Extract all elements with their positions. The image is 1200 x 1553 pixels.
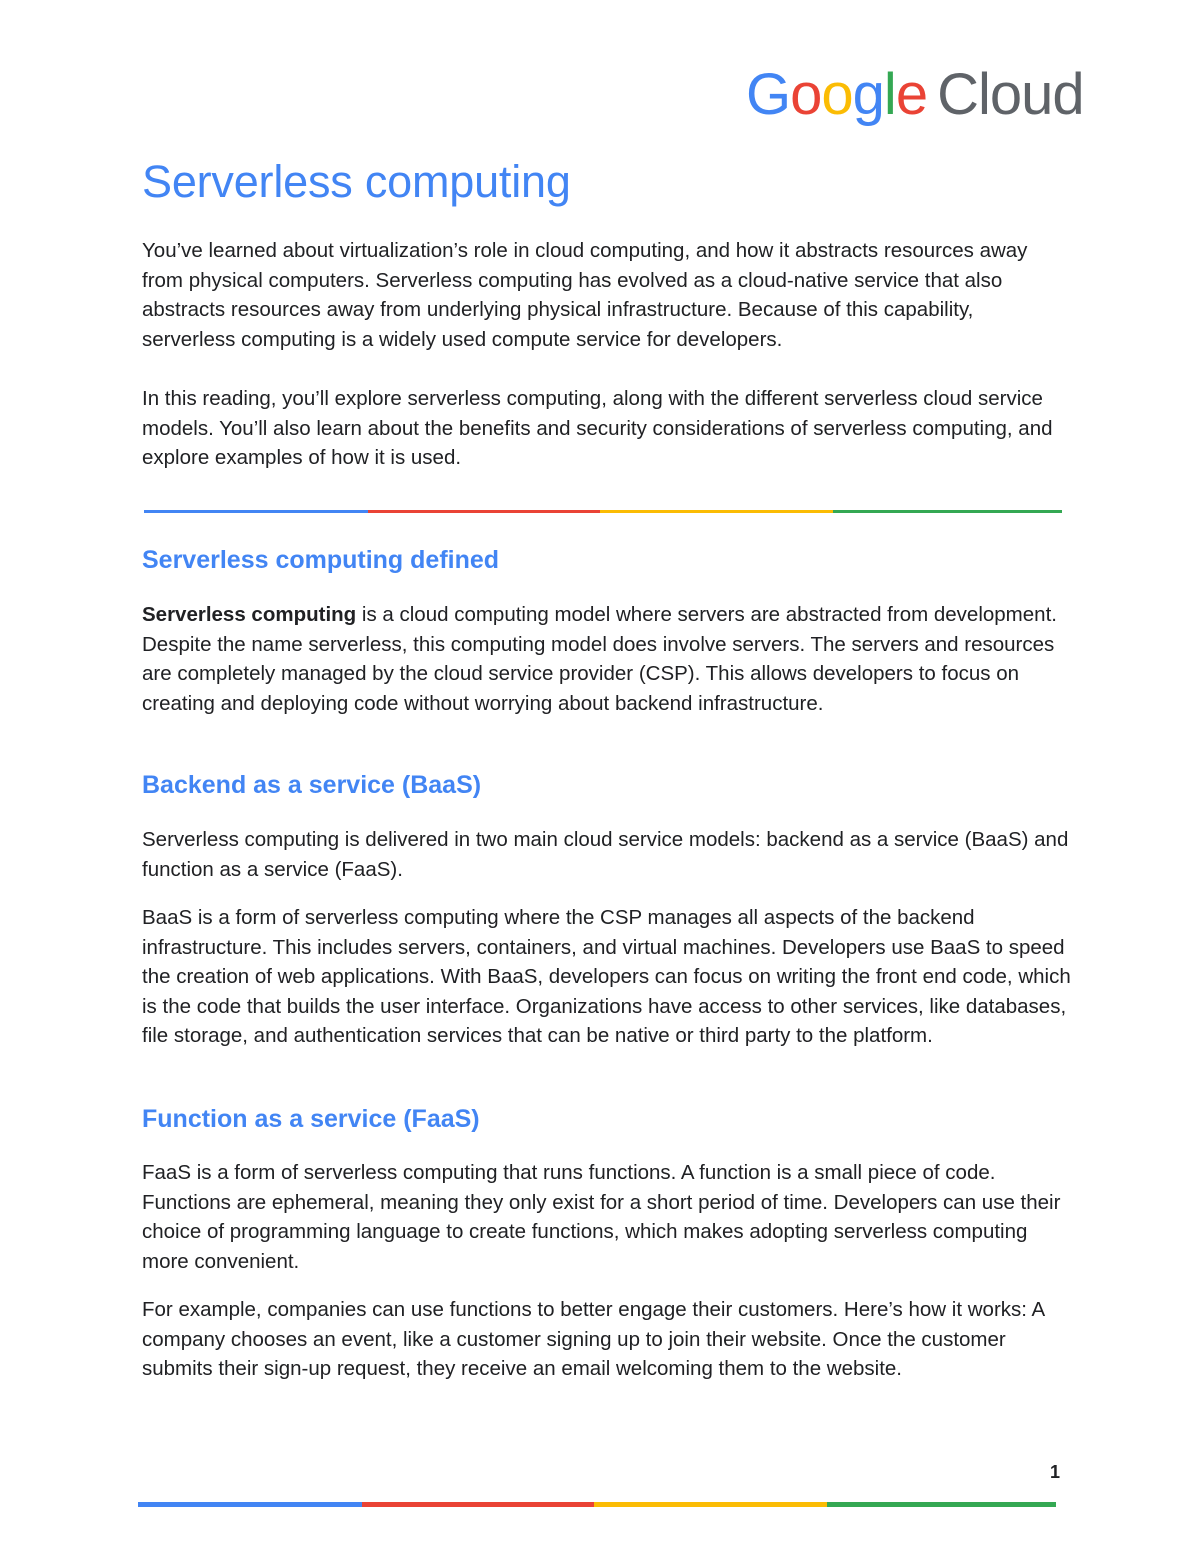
logo-product: Cloud [937,62,1084,127]
defined-text: is a cloud computing model where servers are abstracted from development. Despite the name serverless, this computing model does involve servers. The servers and resources are completely managed by the cloud service provider (CSP). This allows developers to focus on creating and deploying code without worrying about backend infrastructure. [142,603,1057,715]
faas-paragraph-2: For example, companies can use functions to better engage their customers. Here’s how it works: A company chooses an event, like a customer signing up to join their website. Once the customer submits their sign-up request, they receive an email welcoming them to the website. [142,1298,1045,1380]
logo-letter: g [852,62,884,127]
heading-serverless-defined: Serverless computing defined [142,546,500,574]
divider-green-segment [833,510,1062,513]
section-divider [144,510,1062,513]
footer-red-segment [362,1502,594,1507]
divider-yellow-segment [600,510,833,513]
intro-paragraph-2: In this reading, you’ll explore serverless computing, along with the different serverless cloud service models. You’ll also learn about the benefits and security considerations of serverless computing, and explore examples of how it is used. [142,387,1053,469]
page-title: Serverless computing [142,156,571,207]
footer-green-segment [827,1502,1056,1507]
logo-letter: l [883,62,896,127]
footer-yellow-segment [594,1502,827,1507]
google-cloud-logo [746,62,1084,128]
baas-paragraph-1: Serverless computing is delivered in two main cloud service models: backend as a service (BaaS) and function as a service (FaaS). [142,828,1069,881]
faas-paragraph-1: FaaS is a form of serverless computing that runs functions. A function is a small piece of code. Functions are ephemeral, meaning they only exist for a short period of time. Developers can use their choice of programming language to create functions, which makes adopting serverless computing more convenient. [142,1161,1061,1273]
defined-term: Serverless computing [142,603,357,626]
heading-baas: Backend as a service (BaaS) [142,771,482,799]
baas-paragraph-2: BaaS is a form of serverless computing where the CSP manages all aspects of the backend infrastructure. This includes servers, containers, and virtual machines. Developers use BaaS to speed the creation of web applications. With BaaS, developers can focus on writing the front end code, which is the code that builds the user interface. Organizations have access to other services, like databases, file storage, and authentication services that can be native or third party to the platform. [142,906,1071,1047]
footer-color-bar [138,1502,1056,1507]
defined-paragraph [142,600,1072,718]
heading-faas: Function as a service (FaaS) [142,1105,480,1133]
page-number: 1 [1049,1462,1060,1482]
logo-letter: G [746,62,791,127]
intro-paragraph-1: You’ve learned about virtualization’s role in cloud computing, and how it abstracts resources away from physical computers. Serverless computing has evolved as a cloud-native service that also abstracts resources away from underlying physical infrastructure. Because of this capability, serverless computing is a widely used compute service for developers. [142,239,1028,351]
divider-red-segment [368,510,600,513]
logo-letter: o [790,62,822,127]
footer-blue-segment [138,1502,362,1507]
logo-letter: o [821,62,853,127]
divider-blue-segment [144,510,368,513]
logo-letter: e [895,62,928,127]
